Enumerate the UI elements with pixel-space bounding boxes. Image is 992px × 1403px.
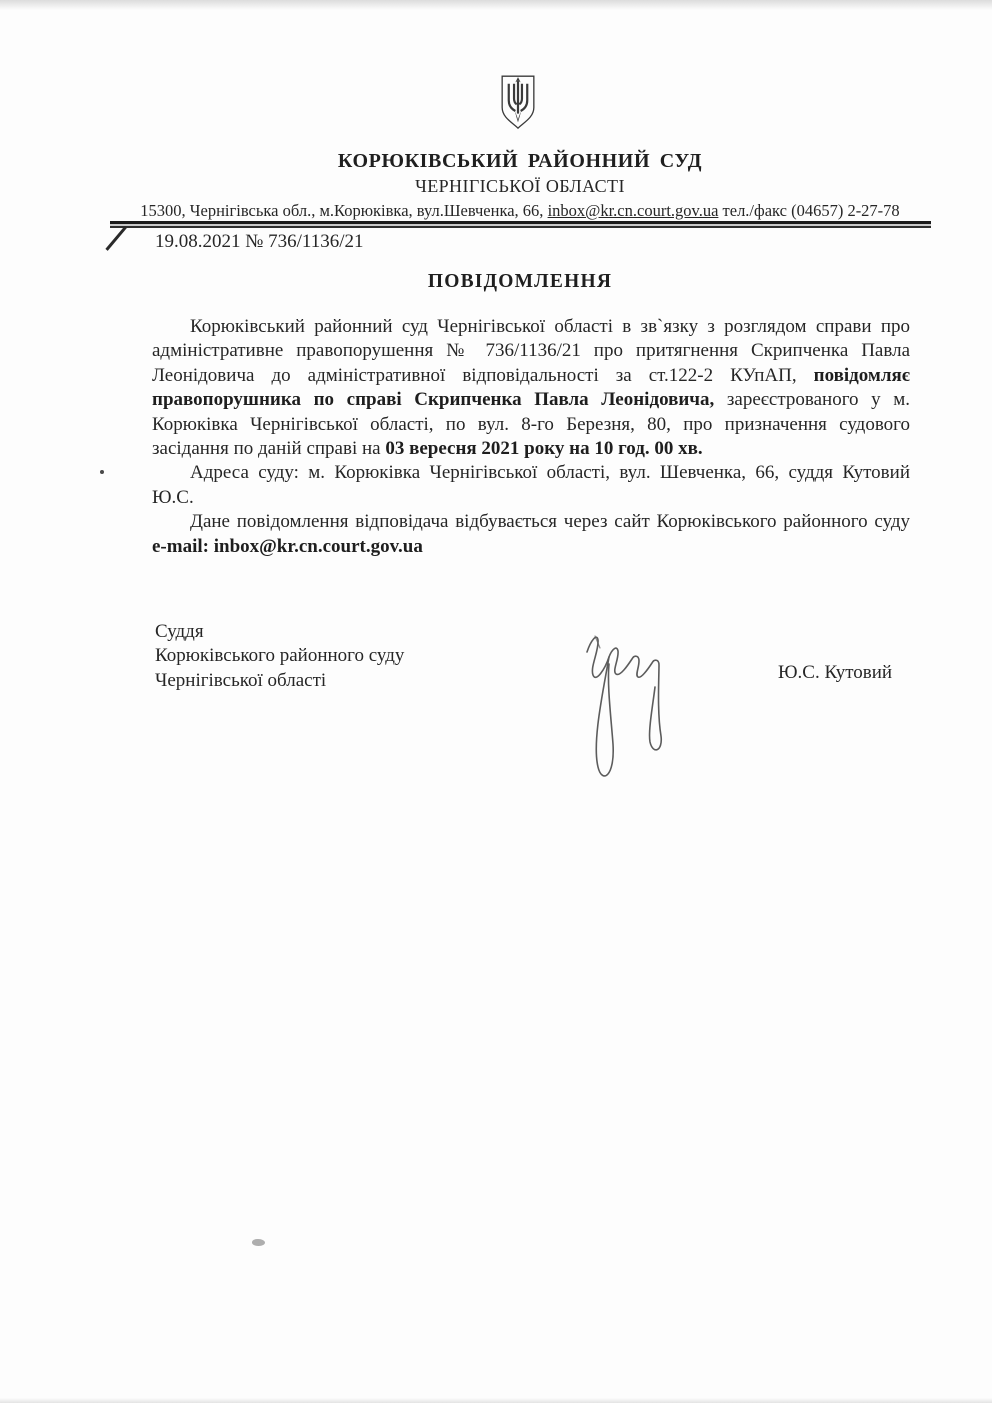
scan-edge-shading-top [0, 0, 992, 10]
delivery-email-bold: e-mail: inbox@kr.cn.court.gov.ua [152, 535, 423, 557]
court-address: 15300, Чернігівська обл., м.Корюківка, вул.Шевченка, 66, [140, 201, 548, 220]
scan-artifact-speck [252, 1239, 265, 1246]
delivery-text: Дане повідомлення відповідача відбувається через сайт Корюківського районного суду [190, 511, 910, 533]
signer-role-line-3: Чернігівської області [155, 669, 327, 691]
document-body [152, 315, 910, 559]
reference-date-number: 19.08.2021 № 736/1136/21 [155, 231, 364, 252]
signer-role-line-2: Корюківського районного суду [155, 645, 405, 667]
court-contact-line [130, 201, 910, 221]
signer-name: Ю.С. Кутовий [778, 662, 893, 683]
ukraine-trident-emblem-icon [496, 74, 540, 133]
document-title: ПОВІДОМЛЕННЯ [427, 271, 613, 292]
scan-artifact-diagonal [105, 226, 126, 251]
signature-block [155, 620, 404, 693]
notice-paragraph [152, 315, 910, 461]
letterhead [130, 150, 910, 221]
notice-text-bold-1: повідомляє правопорушника по справі Скрипченка Павла Леонідовича, [152, 364, 910, 411]
court-region: ЧЕРНІГІСЬКОЇ ОБЛАСТІ [415, 176, 625, 196]
scan-edge-shading-bottom [0, 1398, 992, 1403]
court-email: inbox@kr.cn.court.gov.ua [547, 201, 719, 220]
court-name: КОРЮКІВСЬКИЙ РАЙОННИЙ СУД [337, 150, 703, 172]
handwritten-signature [557, 612, 697, 792]
notice-text-2: зареєстрованого у м. Корюківка Чернігівської області, по вул. 8-го Березня, 80, про призначення судового засідання по даній справі на [152, 389, 910, 460]
signer-role-line-1: Суддя [155, 621, 204, 642]
hearing-date-bold: 03 вересня 2021 року на 10 год. 00 хв. [385, 438, 703, 460]
court-address-paragraph: Адреса суду: м. Корюківка Чернігівської області, вул. Шевченка, 66, суддя Кутовий Ю.С. [152, 462, 910, 508]
notice-text-1: Корюківський районний суд Чернігівської області в зв`язку з розглядом справи про адміністративне правопорушення № 736/1136/21 про притягнення Скрипченка Павла Леонідовича до адміністративної відповідальності за ст.122-2 КУпАП, [152, 316, 910, 386]
header-divider-rule [110, 221, 931, 228]
scan-artifact-dot [100, 470, 104, 474]
delivery-method-paragraph [152, 510, 910, 559]
court-phone: тел./факс (04657) 2-27-78 [718, 201, 900, 220]
